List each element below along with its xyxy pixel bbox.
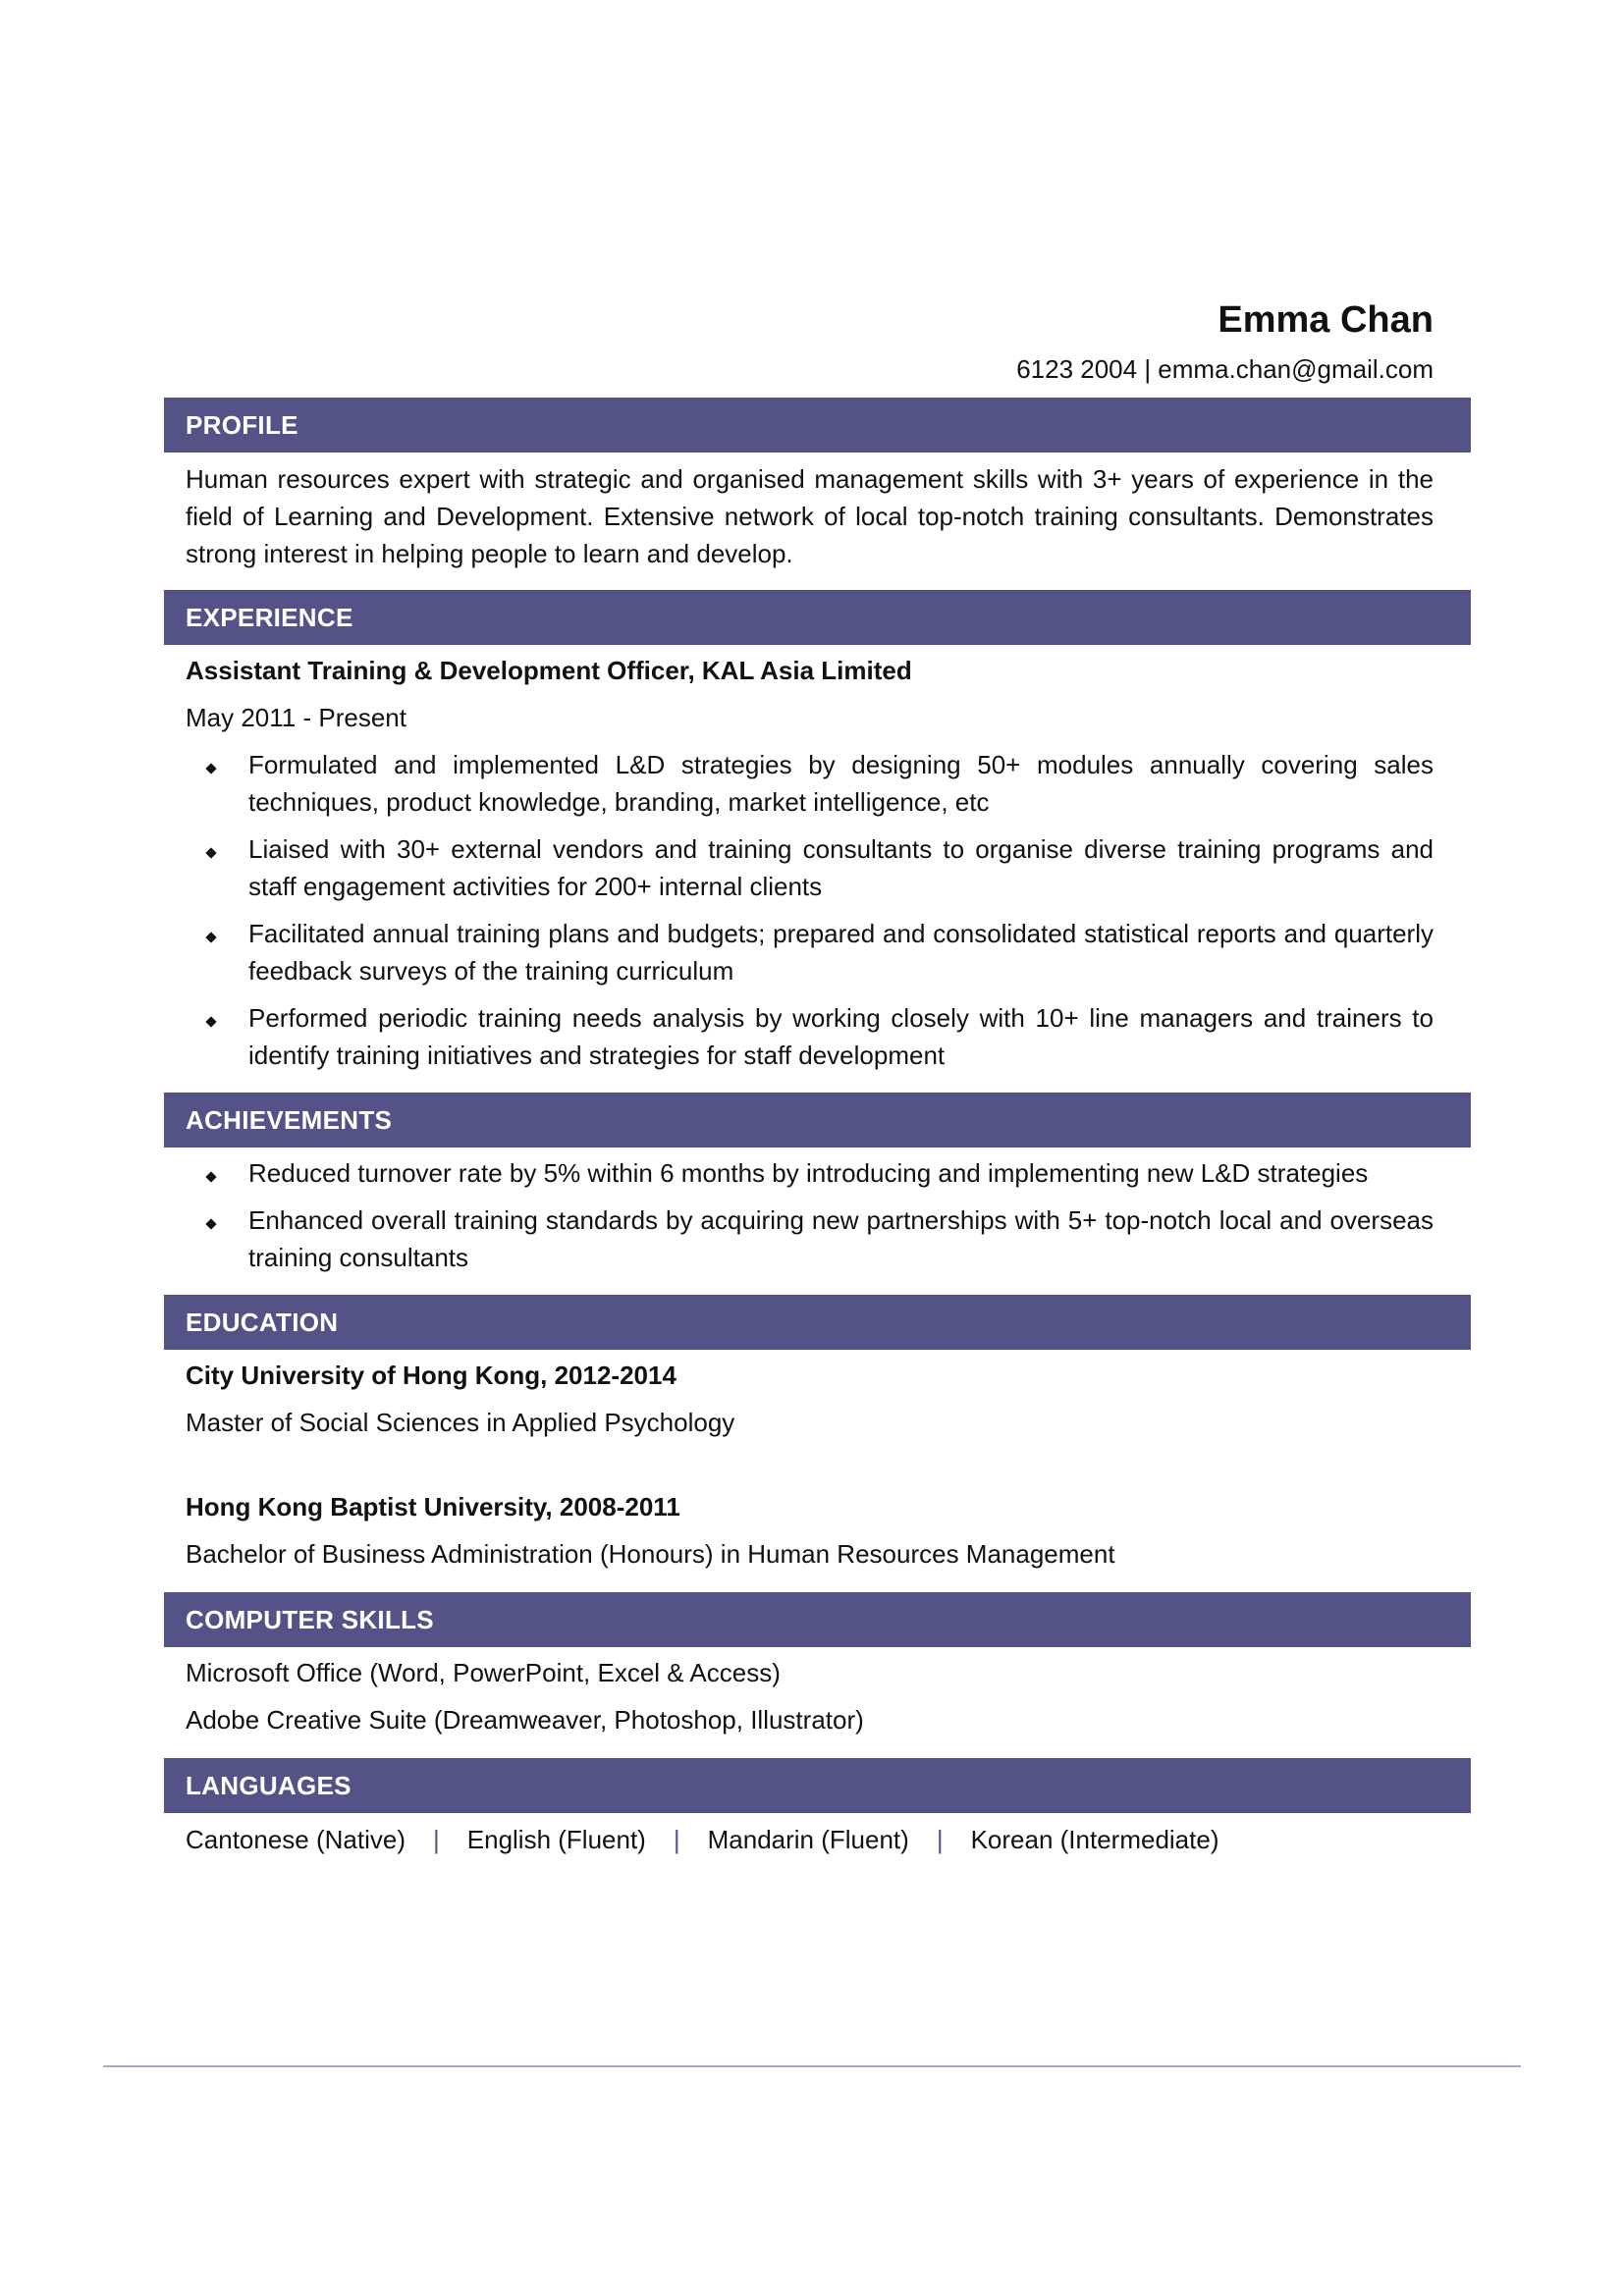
language-item: Cantonese (Native): [186, 1825, 406, 1854]
footer-divider: [103, 2065, 1521, 2067]
language-item: English (Fluent): [466, 1825, 646, 1854]
language-item: Korean (Intermediate): [970, 1825, 1219, 1854]
diamond-bullet-icon: [205, 1171, 216, 1182]
achievements-bullets: [186, 1154, 1434, 1276]
experience-heading: EXPERIENCE: [164, 590, 1471, 645]
degree: Bachelor of Business Administration (Honours) in Human Resources Management: [186, 1539, 1115, 1569]
achievements-heading: ACHIEVEMENTS: [164, 1093, 1471, 1148]
computer-skills-heading: COMPUTER SKILLS: [164, 1592, 1471, 1647]
profile-section: [164, 398, 1471, 572]
contact-info: 6123 2004 | emma.chan@gmail.com: [1016, 354, 1434, 384]
school-name: Hong Kong Baptist University, 2008-2011: [186, 1492, 680, 1522]
computer-skills-section: [164, 1592, 1471, 1738]
language-separator: |: [433, 1825, 440, 1854]
candidate-name: Emma Chan: [1218, 299, 1434, 341]
diamond-bullet-icon: [205, 763, 216, 774]
skill-item: Adobe Creative Suite (Dreamweaver, Photoshop, Illustrator): [186, 1705, 864, 1735]
list-item: Liaised with 30+ external vendors and training consultants to organise diverse training programs and staff engagement activities for 200+ internal clients: [186, 830, 1434, 905]
list-item: Formulated and implemented L&D strategies by designing 50+ modules annually covering sales techniques, product knowledge, branding, market intelligence, etc: [186, 746, 1434, 821]
experience-section: [164, 590, 1471, 1084]
diamond-bullet-icon: [205, 847, 216, 858]
degree: Master of Social Sciences in Applied Psychology: [186, 1408, 735, 1437]
resume-header: [164, 291, 1434, 389]
job-dates: May 2011 - Present: [186, 703, 406, 732]
experience-bullets: [186, 746, 1434, 1074]
list-item: Facilitated annual training plans and budgets; prepared and consolidated statistical reports and quarterly feedback surveys of the training curriculum: [186, 915, 1434, 989]
languages-section: [164, 1758, 1471, 1858]
list-item: Enhanced overall training standards by acquiring new partnerships with 5+ top-notch local and overseas training consultants: [186, 1201, 1434, 1276]
education-section: [164, 1295, 1471, 1573]
school-name: City University of Hong Kong, 2012-2014: [186, 1361, 677, 1390]
profile-text: Human resources expert with strategic and organised management skills with 3+ years of experience in the field of Learning and Development. Extensive network of local top-notch training consultants. Demonstrates strong interest in helping people to learn and develop.: [186, 464, 1434, 568]
language-item: Mandarin (Fluent): [707, 1825, 909, 1854]
education-heading: EDUCATION: [164, 1295, 1471, 1350]
list-item: Performed periodic training needs analysis by working closely with 10+ line managers and trainers to identify training initiatives and strategies for staff development: [186, 999, 1434, 1074]
diamond-bullet-icon: [205, 1016, 216, 1027]
diamond-bullet-icon: [205, 932, 216, 942]
list-item: Reduced turnover rate by 5% within 6 months by introducing and implementing new L&D strategies: [186, 1154, 1434, 1192]
skill-item: Microsoft Office (Word, PowerPoint, Excel & Access): [186, 1658, 781, 1687]
profile-heading: PROFILE: [164, 398, 1471, 453]
achievements-section: [164, 1093, 1471, 1286]
job-title: Assistant Training & Development Officer, KAL Asia Limited: [186, 656, 912, 685]
languages-list: [164, 1813, 1434, 1858]
language-separator: |: [673, 1825, 680, 1854]
diamond-bullet-icon: [205, 1218, 216, 1229]
languages-heading: LANGUAGES: [164, 1758, 1471, 1813]
language-separator: |: [936, 1825, 944, 1854]
